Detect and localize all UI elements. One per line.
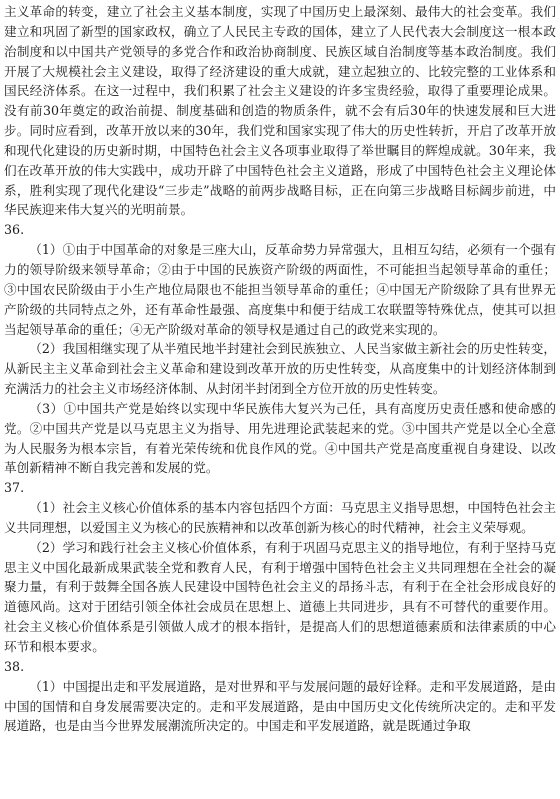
question-number-38: 38. bbox=[4, 658, 25, 674]
q36-answer-2: （2）我国相继实现了从半殖民地半封建社会到民族独立、人民当家做主新社会的历史性转变，从新民主主义革命到社会主义革命和建设到改革开放的历史性转变，从高度集中的计划经济体制到充满活力的社会主义市场经济体制、从封闭半封闭到全方位开放的历史性转变。 bbox=[4, 341, 556, 397]
q37-answer-2: （2）学习和践行社会主义核心价值体系，有利于巩固马克思主义的指导地位，有利于坚持马克思主义中国化最新成果武装全党和教育人民，有利于增强中国特色社会主义共同理想在全社会的凝聚力量，有利于鼓舞全国各族人民建设中国特色社会主义的昂扬斗志，有利于在全社会形成良好的道德风尚。这对于团结引领全体社会成员在思想上、道德上共同进步，具有不可替代的重要作用。社会主义核心价值体系是引领做人成才的根本指针，是提高人们的思想道德素质和法律素质的中心环节和根本要求。 bbox=[4, 539, 556, 654]
question-number-37: 37. bbox=[4, 480, 25, 496]
q38-answer-1: （1）中国提出走和平发展道路，是对世界和平与发展问题的最好诠释。走和平发展道路，是由中国的国情和自身发展需要决定的。走和平发展道路，是由中国历史文化传统所决定的。走和平发展道路，也是由当今世界发展潮流所决定的。中国走和平发展道路，就是既通过争取 bbox=[4, 678, 556, 734]
q36-answer-1: （1）①由于中国革命的对象是三座大山，反革命势力异常强大，且相互勾结，必须有一个强有力的领导阶级来领导革命；②由于中国的民族资产阶级的两面性，不可能担当起领导革命的重任；③中国农民阶级由于小生产地位局限也不能担当领导革命的重任；④中国无产阶级除了具有世界无产阶级的共同特点之外，还有革命性最强、高度集中和便于结成工农联盟等特殊优点，使其可以担当起领导革命的重任；④无产阶级对革命的领导权是通过自己的政党来实现的。 bbox=[4, 242, 556, 337]
question-number-36: 36. bbox=[4, 222, 25, 238]
q36-answer-3: （3）①中国共产党是始终以实现中华民族伟大复兴为己任，具有高度历史责任感和使命感的党。②中国共产党是以马克思主义为指导、用先进理论武装起来的党。③中国共产党是以全心全意为人民服务为根本宗旨，有着光荣传统和优良作风的党。④中国共产党是高度重视自身建设、以改革创新精神不断自我完善和发展的党。 bbox=[4, 400, 556, 476]
answer-document bbox=[4, 2, 556, 736]
q37-answer-1: （1）社会主义核心价值体系的基本内容包括四个方面：马克思主义指导思想，中国特色社会主义共同理想，以爱国主义为核心的民族精神和以改革创新为核心的时代精神，社会主义荣辱观。 bbox=[4, 500, 556, 535]
intro-paragraph: 主义革命的转变，建立了社会主义基本制度，实现了中国历史上最深刻、最伟大的社会变革。我们建立和巩固了新型的国家政权，确立了人民民主专政的国体，建立了人民代表大会制度这一根本政治制度和以中国共产党领导的多党合作和政治协商制度、民族区域自治制度等基本政治制度。我们开展了大规模社会主义建设，取得了经济建设的重大成就，建立起独立的、比较完整的工业体系和国民经济体系。在这一过程中，我们积累了社会主义建设的许多宝贵经验，取得了重要理论成果。没有前30年奠定的政治前提、制度基础和创造的物质条件，就不会有后30年的快速发展和巨大进步。同时应看到，改革开放以来的30年，我们党和国家实现了伟大的历史性转折，开启了改革开放和现代化建设的历史新时期，中国特色社会主义各项事业取得了举世瞩目的辉煌成就。30年来，我们在改革开放的伟大实践中，成功开辟了中国特色社会主义道路，形成了中国特色社会主义理论体系，胜利实现了现代化建设“三步走”战略的前两步战略目标，正在向第三步战略目标阔步前进，中华民族迎来伟大复兴的光明前景。 bbox=[4, 4, 556, 218]
